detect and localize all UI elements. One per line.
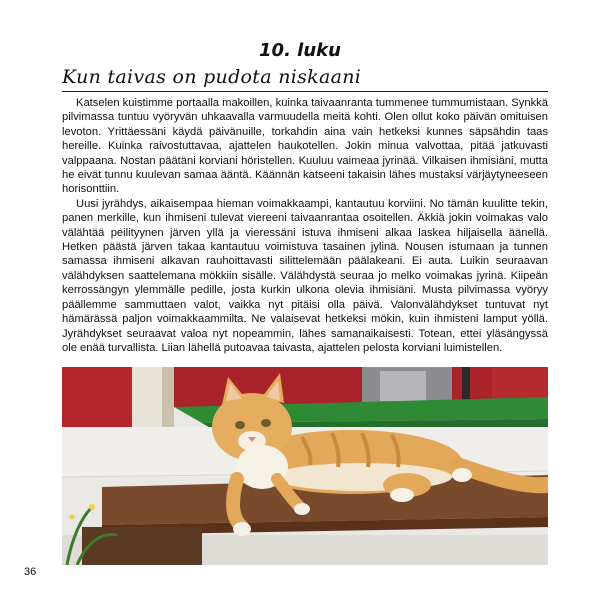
cat-photo-illustration (62, 367, 548, 565)
title-underline (62, 91, 548, 92)
page-number: 36 (24, 566, 37, 578)
chapter-number: 10. luku (259, 40, 341, 61)
chapter-title: Kun taivas on pudota niskaani (62, 66, 362, 88)
cat-photo (62, 367, 548, 565)
paragraph-1: Katselen kuistimme portaalla makoillen, kuinka taivaanranta tummenee tummumistaan. Synkkä pilvimassa tuntuu vyöryvän uhkaavalla varmuudella meitä kohti. Olen ollut koko päivän omituisen levoton. Yrittäessäni käydä päivänuille, torkahdin aina vain hetkeksi kunnes säpsähdin taas hereille. Kuinka raivostuttavaa, ajattelen haukotellen. Jokin minua valvottaa, pitää jatkuvasti valppaana. Nostan päätäni korviani höristellen. Kuuluu vaimeaa jyrinää. Vilkaisen ihmisiäni, mutta he eivät tunnu kuulevan samaa ääntä. Käännän katseeni takaisin lähes mustaksi värjäytyneeseen horisonttiin. (62, 97, 548, 196)
body-text (62, 96, 548, 355)
red-wall-left (62, 367, 132, 427)
paragraph-2: Uusi jyrähdys, aikaisempaa hieman voimakkaampi, kantautuu korviini. No tämän kuulitte tekin, panen merkille, kun ihmiseni tulevat viereeni taivaanrantaa osoitellen. Äkkiä jokin voimakas valo välähtää peilityynen järven yllä ja vieressäni istuva ihmiseni alkaa laskea hiljaisella äänellä. Hetken päästä järven takaa kantautuu voimistuva tasainen jylinä. Nousen istumaan ja tunnen samassa ihmiseni alkavan rauhoittavasti silittelemään päälakeani. Ei auta. Luikin seuraavan välähdyksen saattelemana mökkiin sisälle. Välähdystä seuraa jo melko voimakas jyrinä. Kiipeän kerrossängyn ylemmälle pedille, josta kurkin ulkona olevia ihmisiäni. Musta pilvimassa vyöryy päällemme sammuttaen valot, vaikka nyt pitäisi olla päivä. Valonvälähdykset tuntuvat nyt hämärässä paljon voimakkaammilta. Ne valaisevat hetkeksi mökin, kuin ihmisteni lamput yöllä. Jyrähdykset seuraavat valoa nyt nopeammin, lähes samanaikaisesti. Totean, ettei yläsängyssä ole enää turvallista. Liian lähellä putoavaa taivasta, ajattelen pelosta korviani luimistellen. (62, 197, 548, 354)
